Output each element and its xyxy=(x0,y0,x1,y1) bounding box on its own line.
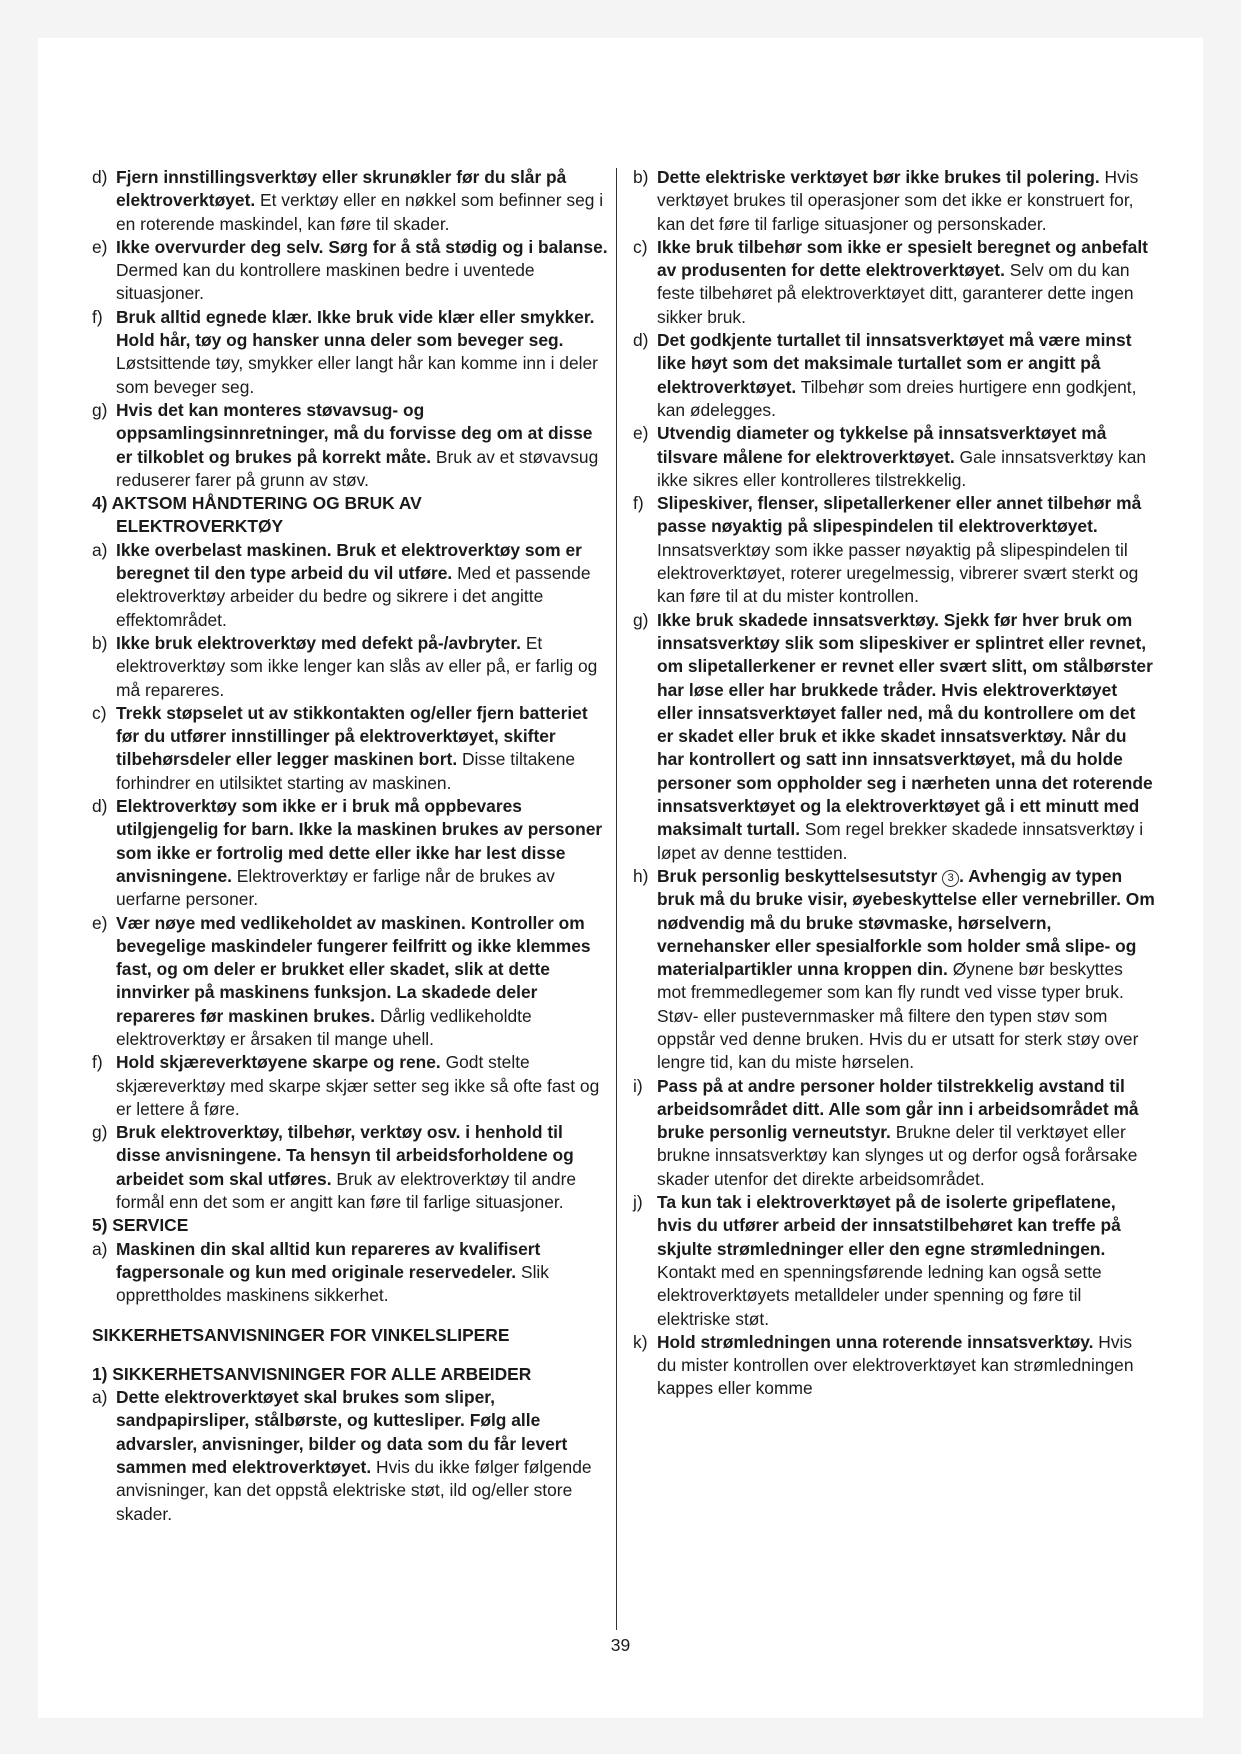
list-item: d) Elektroverktøy som ikke er i bruk må oppbevares utilgjengelig for barn. Ikke la maskinen brukes av personer som ikke er fortrolig med dette eller ikke har lest disse anvisningene. Elektroverktøy er farlige når de brukes av uerfarne personer. xyxy=(92,796,603,910)
list-item: h) Bruk personlig beskyttelsesutstyr 3 . Avhengig av typen bruk må du bruke visir, øyebeskyttelse eller vernebriller. Om nødvendig må du bruke støvmaske, hørselvern, vernehansker eller spesialforkle som holder små slipe- og materialpartikler unna kroppen din. Øynene bør beskyttes mot fremmedlegemer som kan fly rundt ved visse typer bruk. Støv- eller pustevernmasker må filtere den typen støv som oppstår ved denne bruken. Hvis du er utsatt for sterk støy over lengre tid, kan du miste hørselen. xyxy=(633,865,1155,1073)
list-item: g) Bruk elektroverktøy, tilbehør, verktøy osv. i henhold til disse anvisningene. Ta hensyn til arbeidsforholdene og arbeidet som skal utføres. Bruk av elektroverktøy til andre formål enn det som er angitt kan føre til farlige situasjoner. xyxy=(92,1122,577,1213)
section-heading: 5) SERVICE xyxy=(92,1215,189,1236)
section-heading: 4) AKTSOM HÅNDTERING OG BRUK AV ELEKTROVERKTØY xyxy=(92,493,422,537)
right-column xyxy=(633,166,1155,1401)
list-item: a) Ikke overbelast maskinen. Bruk et elektroverktøy som er beregnet til den type arbeid du vil utføre. Med et passende elektroverktøy arbeider du bedre og sikrere i det angitte effektområdet. xyxy=(92,539,591,630)
list-item: e) Vær nøye med vedlikeholdet av maskinen. Kontroller om bevegelige maskindeler fungerer feilfritt og ikke klemmes fast, og om deler er brukket eller skadet, slik at dette innvirker på maskinens funksjon. La skadede deler repareres før maskinen brukes. Dårlig vedlikeholdte elektroverktøy er årsaken til mange uhell. xyxy=(92,912,591,1049)
list-item: g) Hvis det kan monteres støvavsug- og oppsamlingsinnretninger, må du forvisse deg om at disse er tilkoblet og brukes på korrekt måte. Bruk av et støvavsug reduserer farer på grunn av støv. xyxy=(92,399,599,490)
list-item: c) Trekk støpselet ut av stikkontakten og/eller fjern batteriet før du utfører innstillinger på elektroverktøyet, skifter tilbehørsdeler eller legger maskinen bort. Disse tiltakene forhindrer en utilsiktet starting av maskinen. xyxy=(92,702,588,793)
list-item: j) Ta kun tak i elektroverktøyet på de isolerte gripeflatene, hvis du utfører arbeid der innsatstilbehøret kan treffe på skjulte strømledninger eller den egne strømledningen. Kontakt med en spenningsførende ledning kan også sette elektroverktøyets metalldeler under spenning og føre til elektriske støt. xyxy=(633,1192,1121,1329)
list-item: c) Ikke bruk tilbehør som ikke er spesielt beregnet og anbefalt av produsenten for dette elektroverktøyet. Selv om du kan feste tilbehøret på elektroverktøyet ditt, garanterer dette ingen sikker bruk. xyxy=(633,236,1148,327)
list-item: e) Ikke overvurder deg selv. Sørg for å stå stødig og i balanse. Dermed kan du kontrollere maskinen bedre i uventede situasjoner. xyxy=(92,236,608,304)
list-item: g) Ikke bruk skadede innsatsverktøy. Sjekk før hver bruk om innsatsverktøy slik som slipeskiver er splintret eller revnet, om slipetallerkener er revnet eller svært slitt, om stålbørster har løse eller har brukkede tråder. Hvis elektroverktøyet eller innsatsverktøyet faller ned, må du kontrollere om det er skadet eller bruk et ikke skadet innsatsverktøy. Når du har kontrollert og satt inn innsatsverktøyet, må du holde personer som oppholder seg i nærheten unna det roterende innsatsverktøyet og la elektroverktøyet gå i ett minutt med maksimalt turtall. Som regel brekker skadede innsatsverktøy i løpet av denne testtiden. xyxy=(633,609,1153,863)
list-item: a) Dette elektroverktøyet skal brukes som sliper, sandpapirsliper, stålbørste, og kuttesliper. Følg alle advarsler, anvisninger, bilder og data som du får levert sammen med elektroverktøyet. Hvis du ikke følger følgende anvisninger, kan det oppstå elektriske støt, ild og/eller store skader. xyxy=(92,1387,592,1524)
list-item: f) Slipeskiver, flenser, slipetallerkener eller annet tilbehør må passe nøyaktig på slipespindelen til elektroverktøyet. Innsatsverktøy som ikke passer nøyaktig på slipespindelen til elektroverktøyet, roterer uregelmessig, vibrerer svært sterkt og kan føre til at du mister kontrollen. xyxy=(633,493,1142,607)
list-item: b) Dette elektriske verktøyet bør ikke brukes til polering. Hvis verktøyet brukes til operasjoner som det ikke er konstruert for, kan det føre til farlige situasjoner og personskader. xyxy=(633,167,1139,234)
list-item: e) Utvendig diameter og tykkelse på innsatsverktøyet må tilsvare målene for elektroverktøyet. Gale innsatsverktøy kan ikke sikres eller kontrolleres tilstrekkelig. xyxy=(633,423,1147,490)
list-item: k) Hold strømledningen unna roterende innsatsverktøy. Hvis du mister kontrollen over elektroverktøyet kan strømledningen kappes eller komme xyxy=(633,1331,1134,1399)
list-item: d) Det godkjente turtallet til innsatsverktøyet må være minst like høyt som det maksimale turtallet som er angitt på elektroverktøyet. Tilbehør som dreies hurtigere enn godkjent, kan ødelegges. xyxy=(633,330,1137,420)
page-number: 39 xyxy=(610,1635,631,1655)
list-item: b) Ikke bruk elektroverktøy med defekt på-/avbryter. Et elektroverktøy som ikke lenger kan slås av eller på, er farlig og må repareres. xyxy=(92,632,598,700)
list-item: d) Fjern innstillingsverktøy eller skrunøkler før du slår på elektroverktøyet. Et verktøy eller en nøkkel som befinner seg i en roterende maskindel, kan føre til skader. xyxy=(92,167,604,234)
list-item: a) Maskinen din skal alltid kun repareres av kvalifisert fagpersonale og kun med originale reservedeler. Slik opprettholdes maskinens sikkerhet. xyxy=(92,1238,549,1306)
left-column xyxy=(92,166,612,1526)
section-heading: 1) SIKKERHETSANVISNINGER FOR ALLE ARBEIDER xyxy=(92,1363,532,1384)
list-item: i) Pass på at andre personer holder tilstrekkelig avstand til arbeidsområdet ditt. Alle som går inn i arbeidsområdet må bruke personlig verneutstyr. Brukne deler til verktøyet eller brukne innsatsverktøy kan slynges ut og derfor også forårsake skader utenfor det direkte arbeidsområdet. xyxy=(633,1075,1139,1189)
figure-reference-badge: 3 xyxy=(942,870,959,887)
list-item: f) Bruk alltid egnede klær. Ikke bruk vide klær eller smykker. Hold hår, tøy og hansker unna deler som beveger seg. Løstsittende tøy, smykker eller langt hår kan komme inn i deler som beveger seg. xyxy=(92,306,598,397)
section-heading: SIKKERHETSANVISNINGER FOR VINKELSLIPERE xyxy=(92,1324,510,1345)
column-divider xyxy=(616,168,617,1630)
list-item: f) Hold skjæreverktøyene skarpe og rene. Godt stelte skjæreverktøy med skarpe skjær setter seg ikke så ofte fast og er lettere å føre. xyxy=(92,1052,600,1119)
